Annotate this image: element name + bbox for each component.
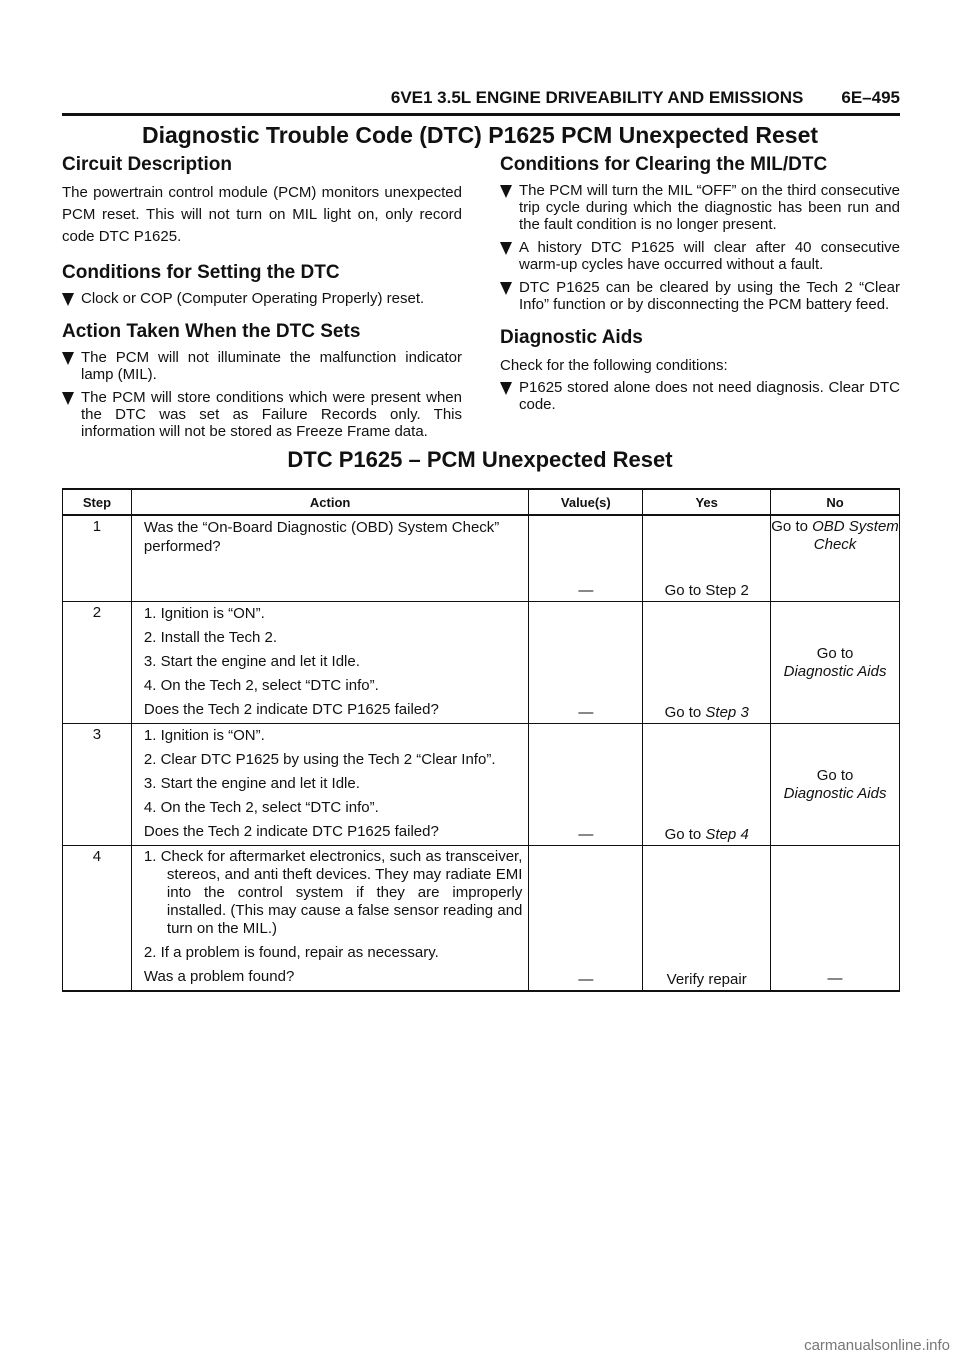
step-value: — <box>529 515 643 601</box>
conditions-clearing-bullet: DTC P1625 can be cleared by using the Tech 2 “Clear Info” function or by disconnecting the PCM battery feed. <box>500 279 900 313</box>
step-number: 4 <box>63 845 132 991</box>
diagnostic-aids-link[interactable]: Diagnostic Aids <box>783 785 887 802</box>
step-value: — <box>529 601 643 723</box>
page-header <box>62 88 900 108</box>
step-number: 1 <box>63 515 132 601</box>
watermark: carmanualsonline.info <box>804 1337 950 1354</box>
step-yes: Go to Step 4 <box>643 723 771 845</box>
step-value: — <box>529 845 643 991</box>
action-taken-bullet: The PCM will not illuminate the malfunction indicator lamp (MIL). <box>62 349 462 383</box>
conditions-clearing-bullet: A history DTC P1625 will clear after 40 consecutive warm-up cycles have occurred without a fault. <box>500 239 900 273</box>
step-no: Go to OBD System Check <box>771 515 900 601</box>
column-header-no: No <box>771 489 900 515</box>
circuit-description-heading: Circuit Description <box>62 154 232 175</box>
column-header-action: Action <box>131 489 528 515</box>
table-header-row <box>63 489 900 515</box>
step-4-link[interactable]: Step 4 <box>705 825 749 843</box>
step-yes: Go to Step 3 <box>643 601 771 723</box>
column-header-step: Step <box>63 489 132 515</box>
step-action: 1. Ignition is “ON”. 2. Clear DTC P1625 by using the Tech 2 “Clear Info”. 3. Start the engine and let it Idle. 4. On the Tech 2, select “DTC info”. Does the Tech 2 indicate DTC P1625 failed? <box>131 723 528 845</box>
diagnostic-aids-bullet: P1625 stored alone does not need diagnosis. Clear DTC code. <box>500 379 900 413</box>
step-3-link[interactable]: Step 3 <box>705 703 749 721</box>
triangle-bullet-icon <box>62 392 74 405</box>
triangle-bullet-icon <box>500 382 512 395</box>
triangle-bullet-icon <box>62 293 74 306</box>
conditions-setting-bullet: Clock or COP (Computer Operating Properly) reset. <box>62 290 462 307</box>
triangle-bullet-icon <box>500 185 512 198</box>
page-title: Diagnostic Trouble Code (DTC) P1625 PCM Unexpected Reset <box>141 122 819 148</box>
table-row <box>63 723 900 845</box>
table-title: DTC P1625 – PCM Unexpected Reset <box>287 447 673 472</box>
circuit-description-text: The powertrain control module (PCM) monitors unexpected PCM reset. This will not turn on MIL light on, only record code DTC P1625. <box>62 184 462 245</box>
step-no: — <box>771 845 900 991</box>
diagnostic-aids-heading: Diagnostic Aids <box>500 327 643 348</box>
triangle-bullet-icon <box>62 352 74 365</box>
obd-system-check-link[interactable]: OBD System Check <box>812 518 899 553</box>
right-column <box>500 154 900 419</box>
step-action: 1. Check for aftermarket electronics, such as transceiver, stereos, and anti theft devices. They may radiate EMI into the control system if they are improperly installed. (This may cause a false sensor reading and turn on the MIL.) 2. If a problem is found, repair as necessary. Was a problem found? <box>131 845 528 991</box>
step-number: 3 <box>63 723 132 845</box>
section-title: 6VE1 3.5L ENGINE DRIVEABILITY AND EMISSIONS <box>390 88 804 107</box>
conditions-clearing-bullet: The PCM will turn the MIL “OFF” on the third consecutive trip cycle during which the diagnostic has been run and the fault condition is no longer present. <box>500 182 900 233</box>
step-no: Go to Diagnostic Aids <box>771 601 900 723</box>
triangle-bullet-icon <box>500 282 512 295</box>
table-row <box>63 845 900 991</box>
conditions-setting-heading: Conditions for Setting the DTC <box>62 262 340 283</box>
triangle-bullet-icon <box>500 242 512 255</box>
diagnostic-aids-link[interactable]: Diagnostic Aids <box>783 663 887 680</box>
step-action: 1. Ignition is “ON”. 2. Install the Tech 2. 3. Start the engine and let it Idle. 4. On the Tech 2, select “DTC info”. Does the Tech 2 indicate DTC P1625 failed? <box>131 601 528 723</box>
step-number: 2 <box>63 601 132 723</box>
column-header-values: Value(s) <box>529 489 643 515</box>
conditions-clearing-heading: Conditions for Clearing the MIL/DTC <box>500 154 828 175</box>
left-column <box>62 154 462 446</box>
action-taken-bullet: The PCM will store conditions which were present when the DTC was set as Failure Records only. This information will not be stored as Freeze Frame data. <box>62 389 462 440</box>
diagnostic-table <box>62 488 900 992</box>
step-yes: Verify repair <box>643 845 771 991</box>
diagnostic-aids-intro: Check for the following conditions: <box>500 357 728 374</box>
table-row <box>63 601 900 723</box>
step-value: — <box>529 723 643 845</box>
action-taken-heading: Action Taken When the DTC Sets <box>62 321 361 342</box>
header-rule <box>62 113 900 116</box>
table-row <box>63 515 900 601</box>
step-yes: Go to Step 2 <box>643 515 771 601</box>
step-action: Was the “On-Board Diagnostic (OBD) System Check” performed? <box>131 515 528 601</box>
page-number: 6E–495 <box>841 88 900 107</box>
column-header-yes: Yes <box>643 489 771 515</box>
step-no: Go to Diagnostic Aids <box>771 723 900 845</box>
